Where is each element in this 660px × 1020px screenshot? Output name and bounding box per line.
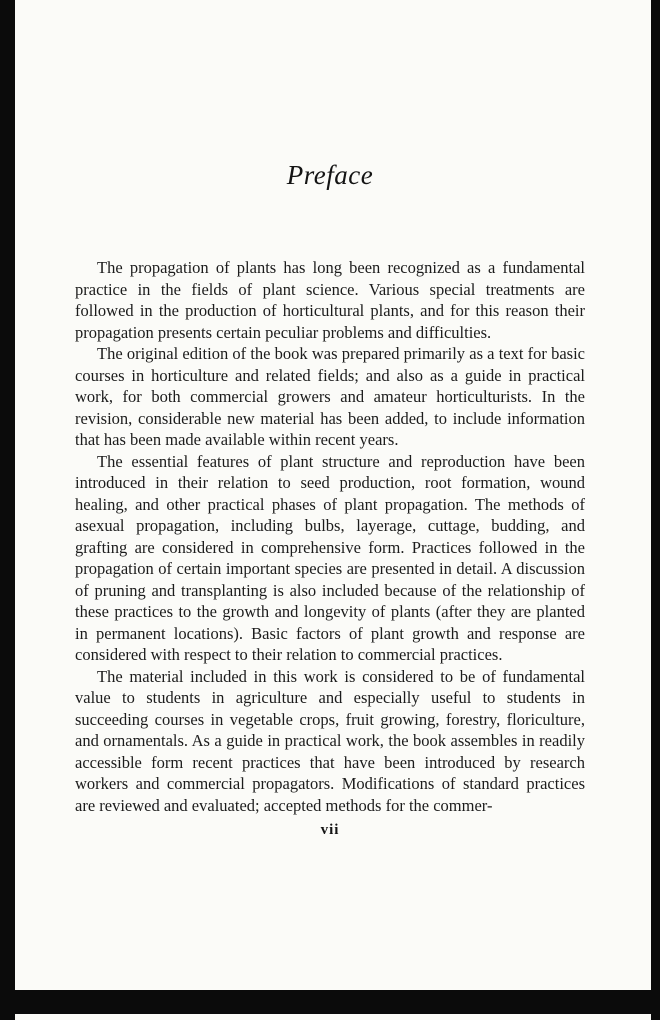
- paragraph-3: The essential features of plant structure and reproduction have been introduced in their relation to seed production, root formation, wound healing, and other practical phases of plant propagation. The methods of asexual propagation, including bulbs, layerage, cuttage, budding, and grafting are considered in comprehensive form. Practices followed in the propagation of certain important species are presented in detail. A discussion of pruning and transplanting is also included because of the relationship of these practices to the growth and longevity of plants (after they are planted in permanent locations). Basic factors of plant growth and response are considered with respect to their relation to commercial practices.: [75, 451, 585, 664]
- page-number: vii: [320, 822, 340, 838]
- scan-edge-right: [651, 0, 660, 1020]
- paragraph-4: The material included in this work is considered to be of fundamental value to students in agriculture and especially useful to students in succeeding courses in vegetable crops, fruit growing, forestry, floriculture, and ornamentals. As a guide in practical work, the book assembles in readily accessible form recent practices that have been introduced by research workers and commercial propagators. Modifications of standard practices are reviewed and evaluated; accepted methods for the commer-: [75, 666, 585, 815]
- page-content: [75, 0, 585, 839]
- paragraph-1: The propagation of plants has long been recognized as a fundamental practice in the fields of plant science. Various special treatments are followed in the production of horticultural plants, and for this reason their propagation presents certain peculiar problems and difficulties.: [75, 258, 585, 342]
- page-title: Preface: [286, 160, 374, 190]
- scan-edge-left: [0, 0, 15, 1020]
- scan-edge-bottom: [0, 990, 660, 1014]
- paragraph-2: The original edition of the book was prepared primarily as a text for basic courses in horticulture and related fields; and also as a guide in practical work, for both commercial growers and amateur horticulturists. In the revision, considerable new material has been added, to include information that has been made available within recent years.: [75, 344, 585, 449]
- preface-text: [75, 257, 585, 816]
